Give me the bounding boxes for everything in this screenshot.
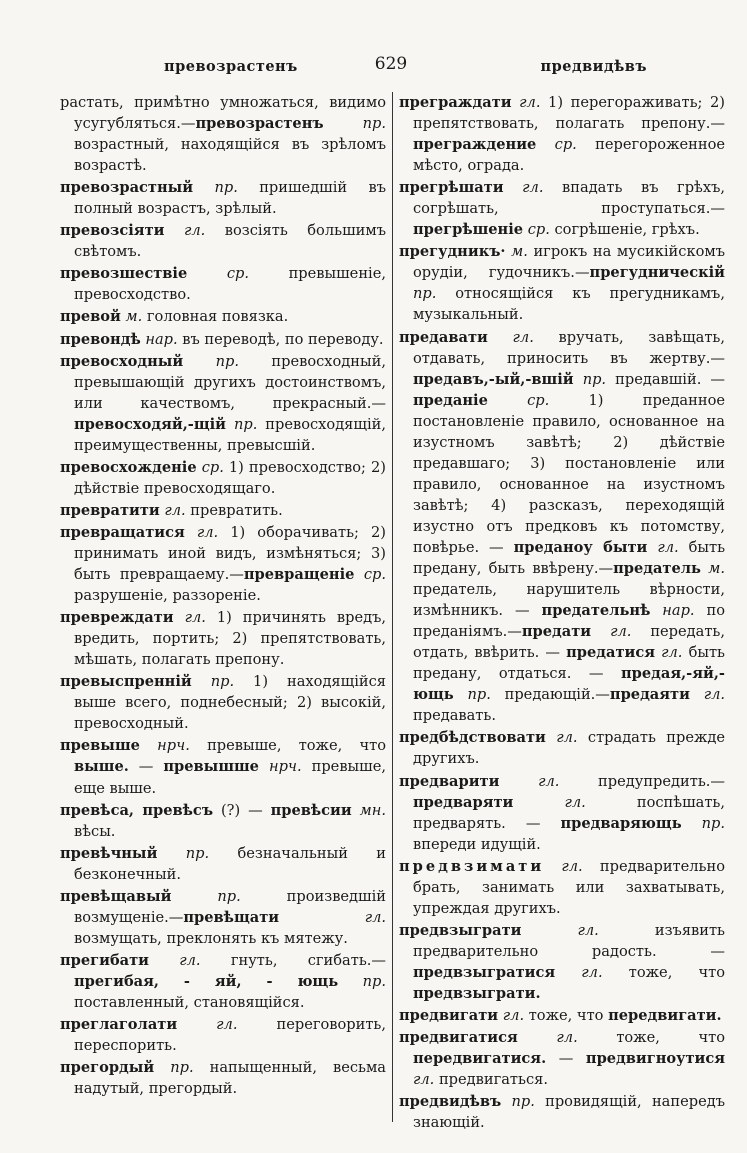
definition-text: поспѣшать, предварять. — (413, 793, 725, 832)
headword: предательнѣ (541, 602, 651, 620)
definition-text (149, 952, 179, 969)
headword: предбѣдствовати (399, 729, 546, 747)
definition-text: превыше, еще выше. (74, 758, 386, 797)
definition-text (504, 179, 523, 196)
headword: передвигати. (608, 1007, 722, 1025)
headword: превосхожденіе (60, 458, 197, 476)
part-of-speech: пр. (582, 370, 607, 388)
headword: превѣщати (183, 908, 280, 926)
definition-text (574, 371, 583, 388)
dictionary-entry (399, 241, 725, 325)
definition-text: въ переводѣ, по переводу. (177, 330, 384, 348)
dictionary-entry (60, 306, 386, 327)
definition-text: предупредить.— (559, 772, 725, 790)
definition-text: превосходный, превышающій другихъ достоинствомъ, или качествомъ, прекрасный.— (74, 352, 386, 412)
part-of-speech: гл. (196, 523, 219, 541)
dictionary-entry (60, 329, 386, 350)
definition-text: растать, примѣтно умножаться, видимо усугубляться.— (60, 94, 386, 133)
part-of-speech: пр. (215, 352, 240, 370)
definition-text (454, 686, 468, 703)
dictionary-entry (60, 671, 386, 734)
definition-text: — (128, 758, 164, 776)
part-of-speech: нар. (662, 602, 695, 620)
definition-text (187, 265, 227, 282)
headword: превондѣ (60, 330, 141, 348)
part-of-speech: гл. (502, 1007, 525, 1025)
headword: превратити (60, 501, 160, 519)
definition-text: согрѣшеніе, грѣхъ. (549, 221, 700, 239)
definition-text: переговорить, переспорить. (74, 1016, 386, 1055)
definition-text: игрокъ на мусикійскомъ орудіи, гудочникъ.— (413, 243, 726, 282)
part-of-speech: ср. (527, 391, 550, 409)
headword: превосходный (60, 352, 184, 370)
dictionary-entry (60, 735, 386, 798)
headword: прегрѣшати (399, 179, 504, 197)
dictionary-entry (60, 220, 386, 262)
part-of-speech: пр. (511, 1093, 535, 1111)
part-of-speech: ср. (554, 136, 577, 154)
dictionary-entry (399, 1005, 725, 1026)
definition-text: передать, отдать, ввѣрить. — (413, 623, 726, 662)
headword: преданоу быти (513, 538, 648, 556)
headword: предавъ,-ый,-вшій (413, 370, 574, 388)
headword: превыше (60, 737, 140, 755)
headword: предаяти (609, 686, 690, 704)
dictionary-entry (399, 92, 725, 176)
definition-text (499, 773, 538, 790)
definition-text: быть предану, отдаться. — (413, 644, 725, 683)
headword: преграждение (413, 136, 537, 154)
part-of-speech: пр. (362, 115, 386, 133)
definition-text: изъявить предварительно радость. — (413, 921, 725, 960)
definition-text (279, 909, 365, 926)
definition-text (682, 815, 702, 832)
definition-text: (?) — (213, 801, 271, 819)
definition-text (521, 922, 577, 939)
part-of-speech: пр. (362, 972, 386, 990)
headword: превѣса, превѣсъ (60, 801, 214, 819)
part-of-speech: гл. (216, 1016, 238, 1034)
definition-text: возмущать, преклонять къ мятежу. (74, 929, 348, 947)
dictionary-entry (399, 177, 725, 240)
headword: прегордый (60, 1059, 155, 1077)
headword: преграждати (399, 94, 512, 111)
running-head-right: предвидѣвъ (540, 58, 647, 75)
part-of-speech: м. (125, 308, 143, 326)
part-of-speech: пр. (210, 673, 235, 691)
part-of-speech: гл. (703, 686, 726, 704)
headword: предатель (613, 560, 701, 578)
headword: прегудникъ· (399, 243, 506, 261)
headword: предваряющь (560, 814, 682, 832)
headword: предати (521, 623, 592, 641)
headword: предвзыгратися (413, 963, 556, 981)
part-of-speech: пр. (701, 814, 726, 832)
definition-text: тоже, что (577, 1029, 725, 1047)
headword: преглаголати (60, 1016, 178, 1034)
headword: прегрѣшеніе (413, 221, 524, 239)
part-of-speech: гл. (164, 501, 186, 519)
part-of-speech: гл. (556, 729, 578, 747)
definition-text: тоже, что (524, 1007, 609, 1025)
definition-text: предавшій. — (606, 370, 725, 388)
part-of-speech: гл. (364, 908, 386, 926)
part-of-speech: гл. (184, 609, 206, 627)
part-of-speech: нрч. (268, 758, 302, 776)
part-of-speech: пр. (467, 686, 491, 704)
headword: предвзыграти. (413, 984, 541, 1002)
headword: предавати (399, 328, 488, 346)
part-of-speech: гл. (413, 1071, 435, 1089)
left-column (60, 92, 386, 1100)
definition-text (488, 329, 513, 346)
headword: прегибая, - яй, - ющь (74, 972, 339, 990)
definition-text: гнуть, сгибать.— (200, 951, 386, 969)
headword: превыспренній (60, 673, 192, 691)
definition-text (518, 1029, 557, 1046)
dictionary-entry (399, 1027, 725, 1090)
definition-text: 1) причинять вредъ, вредить, портить; 2) препятствовать, мѣшать, полагать препону. (74, 609, 387, 669)
dictionary-entry (399, 856, 725, 919)
part-of-speech: гл. (519, 94, 541, 111)
definition-text: безначальный и безконечный. (74, 844, 387, 883)
definition-text: 1) преданное постановленіе правило, основанное на изустномъ завѣтѣ; 2) дѣйствіе предавшаго; 3) постановленіе или правило, основанное на изустномъ завѣтѣ; 4) разсказъ, переходящій изустно отъ предковъ къ потомству, повѣрье. — (413, 391, 726, 556)
headword: предварити (399, 772, 500, 790)
definition-text (546, 729, 556, 746)
part-of-speech: мн. (359, 801, 386, 819)
definition-text (140, 737, 157, 754)
part-of-speech: гл. (538, 772, 560, 790)
headword: превозрастный (60, 179, 194, 197)
page-number: 629 (374, 54, 408, 74)
dictionary-entry (60, 950, 386, 1013)
dictionary-entry (399, 771, 725, 855)
definition-text (164, 222, 184, 239)
part-of-speech: пр. (170, 1059, 194, 1077)
dictionary-entry (60, 457, 386, 499)
headword: предвидѣвъ (399, 1093, 502, 1111)
headword: предвигноутися (585, 1050, 725, 1068)
definition-text (185, 524, 197, 541)
part-of-speech: гл. (577, 921, 599, 939)
headword: предвигатися (399, 1029, 518, 1047)
column-divider (392, 92, 393, 1122)
definition-text (177, 1016, 216, 1033)
part-of-speech: гл. (661, 644, 683, 662)
definition-text: 1) перегораживать; 2) препятствовать, полагать препону.— (413, 94, 725, 133)
headword: передвигатися. (413, 1050, 547, 1068)
headword: превозшествіе (60, 265, 188, 283)
definition-text: пришедшій въ полный возрастъ, зрѣлый. (74, 179, 386, 218)
definition-text (536, 136, 554, 153)
definition-text: страдать прежде другихъ. (413, 729, 726, 768)
part-of-speech: пр. (214, 179, 238, 197)
definition-text: 1) оборачивать; 2) принимать иной видъ, измѣняться; 3) быть превращаему.— (74, 523, 386, 584)
definition-text (157, 845, 185, 862)
headword: предвзыграти (399, 921, 522, 939)
part-of-speech: гл. (561, 857, 583, 875)
part-of-speech: гл. (183, 222, 206, 240)
headword: превреждати (60, 609, 174, 627)
part-of-speech: гл. (581, 963, 603, 981)
definition-text: разрушеніе, раззореніе. (74, 587, 261, 605)
right-column (399, 92, 725, 1134)
definition-text: произведшій возмущеніе.— (74, 887, 386, 926)
headword: предая,-яй,-ющь (413, 665, 725, 704)
dictionary-entry (60, 800, 386, 842)
headword: предатися (566, 644, 656, 662)
part-of-speech: гл. (556, 1029, 578, 1047)
definition-text (226, 416, 234, 433)
part-of-speech: гл. (512, 328, 534, 346)
definition-text: превосходящій, преимущественны, превысшій. (74, 415, 386, 454)
definition-text: быть предану, быть ввѣрену.— (413, 538, 726, 578)
part-of-speech: ср. (363, 566, 386, 584)
definition-text (174, 609, 185, 626)
definition-text: 1) находящійся выше всего, поднебесный; 2) высокій, превосходный. (74, 673, 386, 733)
part-of-speech: нар. (145, 330, 178, 348)
headword: превышше (163, 758, 259, 776)
dictionary-entry (399, 1091, 725, 1133)
definition-text (183, 353, 215, 370)
definition-text (324, 115, 363, 132)
dictionary-entry (60, 177, 386, 219)
definition-text (154, 1059, 170, 1076)
dictionary-entry (60, 607, 386, 670)
dictionary-entry (60, 1014, 386, 1056)
definition-text: провидящій, напередъ знающій. (413, 1093, 725, 1132)
definition-text: предатель, нарушитель вѣрности, измѣнникъ. — (413, 581, 725, 620)
part-of-speech: гл. (522, 179, 544, 197)
definition-text (193, 179, 214, 196)
definition-text: предающій.— (490, 686, 610, 704)
headword: предваряти (413, 793, 514, 811)
definition-text (690, 686, 704, 703)
headword: преданіе (413, 391, 488, 409)
definition-text (192, 673, 211, 690)
running-head-left: превозрастенъ (164, 58, 298, 75)
definition-text: возрастный, находящійся въ зрѣломъ возрастѣ. (74, 136, 386, 175)
part-of-speech: м. (708, 560, 725, 578)
headword: превѣщавый (60, 887, 172, 905)
definition-text: напыщенный, весьма надутый, прегордый. (74, 1059, 386, 1098)
part-of-speech: пр. (413, 285, 437, 303)
dictionary-entry (60, 351, 386, 456)
dictionary-entry (60, 92, 386, 176)
part-of-speech: гл. (564, 793, 586, 811)
definition-text: предвигаться. (434, 1071, 548, 1089)
definition-text: тоже, что (602, 963, 725, 981)
part-of-speech: ср. (527, 221, 550, 239)
dictionary-entry (399, 727, 725, 769)
definition-text (501, 1093, 511, 1110)
definition-text (259, 758, 269, 775)
definition-text (354, 566, 363, 583)
headword: превращеніе (243, 566, 355, 584)
definition-text (591, 623, 610, 640)
dictionary-entry (60, 263, 386, 305)
page-header (60, 54, 687, 80)
dictionary-entry (60, 500, 386, 521)
headword: превѣчный (60, 844, 158, 862)
headword: выше. (74, 758, 129, 776)
definition-text (513, 794, 564, 811)
headword: превозрастенъ (195, 115, 324, 133)
definition-text (544, 858, 561, 875)
definition-text: поставленный, становящійся. (74, 993, 305, 1011)
definition-text: — (546, 1050, 586, 1068)
definition-text (352, 802, 360, 819)
headword: прегудническій (589, 264, 725, 282)
definition-text: впадать въ грѣхъ, согрѣшать, проступаться.— (413, 179, 725, 218)
headword: предвзимати (399, 857, 545, 875)
definition-text (650, 602, 662, 619)
part-of-speech: ср. (201, 458, 224, 476)
headword: превой (60, 308, 121, 326)
definition-text: превратить. (185, 501, 283, 519)
part-of-speech: гл. (610, 623, 632, 641)
definition-text: предавать. (413, 707, 496, 725)
definition-text (647, 539, 657, 556)
dictionary-entry (60, 843, 386, 885)
definition-text: головная повязка. (142, 308, 289, 326)
part-of-speech: ср. (226, 265, 249, 283)
definition-text: возсіять большимъ свѣтомъ. (74, 222, 386, 261)
part-of-speech: пр. (217, 887, 241, 905)
part-of-speech: м. (511, 243, 528, 261)
headword: превосходяй,-щій (74, 415, 226, 433)
definition-text: перегороженное мѣсто, ограда. (413, 136, 726, 175)
definition-text: вручать, завѣщать, отдавать, приносить въ жертву.— (413, 328, 725, 367)
headword: предвигати (399, 1007, 499, 1025)
definition-text: превышеніе, превосходство. (74, 265, 386, 304)
definition-text (338, 973, 362, 990)
headword: превозсіяти (60, 222, 165, 240)
definition-text: предварительно брать, занимать или захватывать, упреждая другихъ. (413, 857, 725, 917)
definition-text (555, 964, 581, 981)
dictionary-entry (60, 522, 386, 606)
definition-text: по преданіямъ.— (413, 602, 726, 641)
definition-text (171, 888, 217, 905)
dictionary-entry (399, 920, 725, 1004)
definition-text: относящійся къ прегудникамъ, музыкальный. (413, 285, 725, 324)
part-of-speech: нрч. (157, 737, 190, 755)
definition-text: превыше, тоже, что (189, 737, 386, 755)
definition-text: впереди идущій. (413, 835, 541, 853)
headword: превращатися (60, 523, 185, 541)
definition-text (488, 392, 527, 409)
dictionary-entry (399, 327, 725, 727)
part-of-speech: гл. (657, 538, 679, 556)
part-of-speech: гл. (179, 951, 201, 969)
part-of-speech: пр. (233, 415, 258, 433)
part-of-speech: пр. (185, 844, 210, 862)
headword: превѣсии (270, 801, 352, 819)
headword: прегибати (60, 951, 149, 969)
definition-text: 1) превосходство; 2) дѣйствіе превосходящаго. (74, 458, 386, 497)
dictionary-entry (60, 886, 386, 949)
dictionary-entry (60, 1057, 386, 1099)
definition-text: вѣсы. (74, 822, 116, 840)
